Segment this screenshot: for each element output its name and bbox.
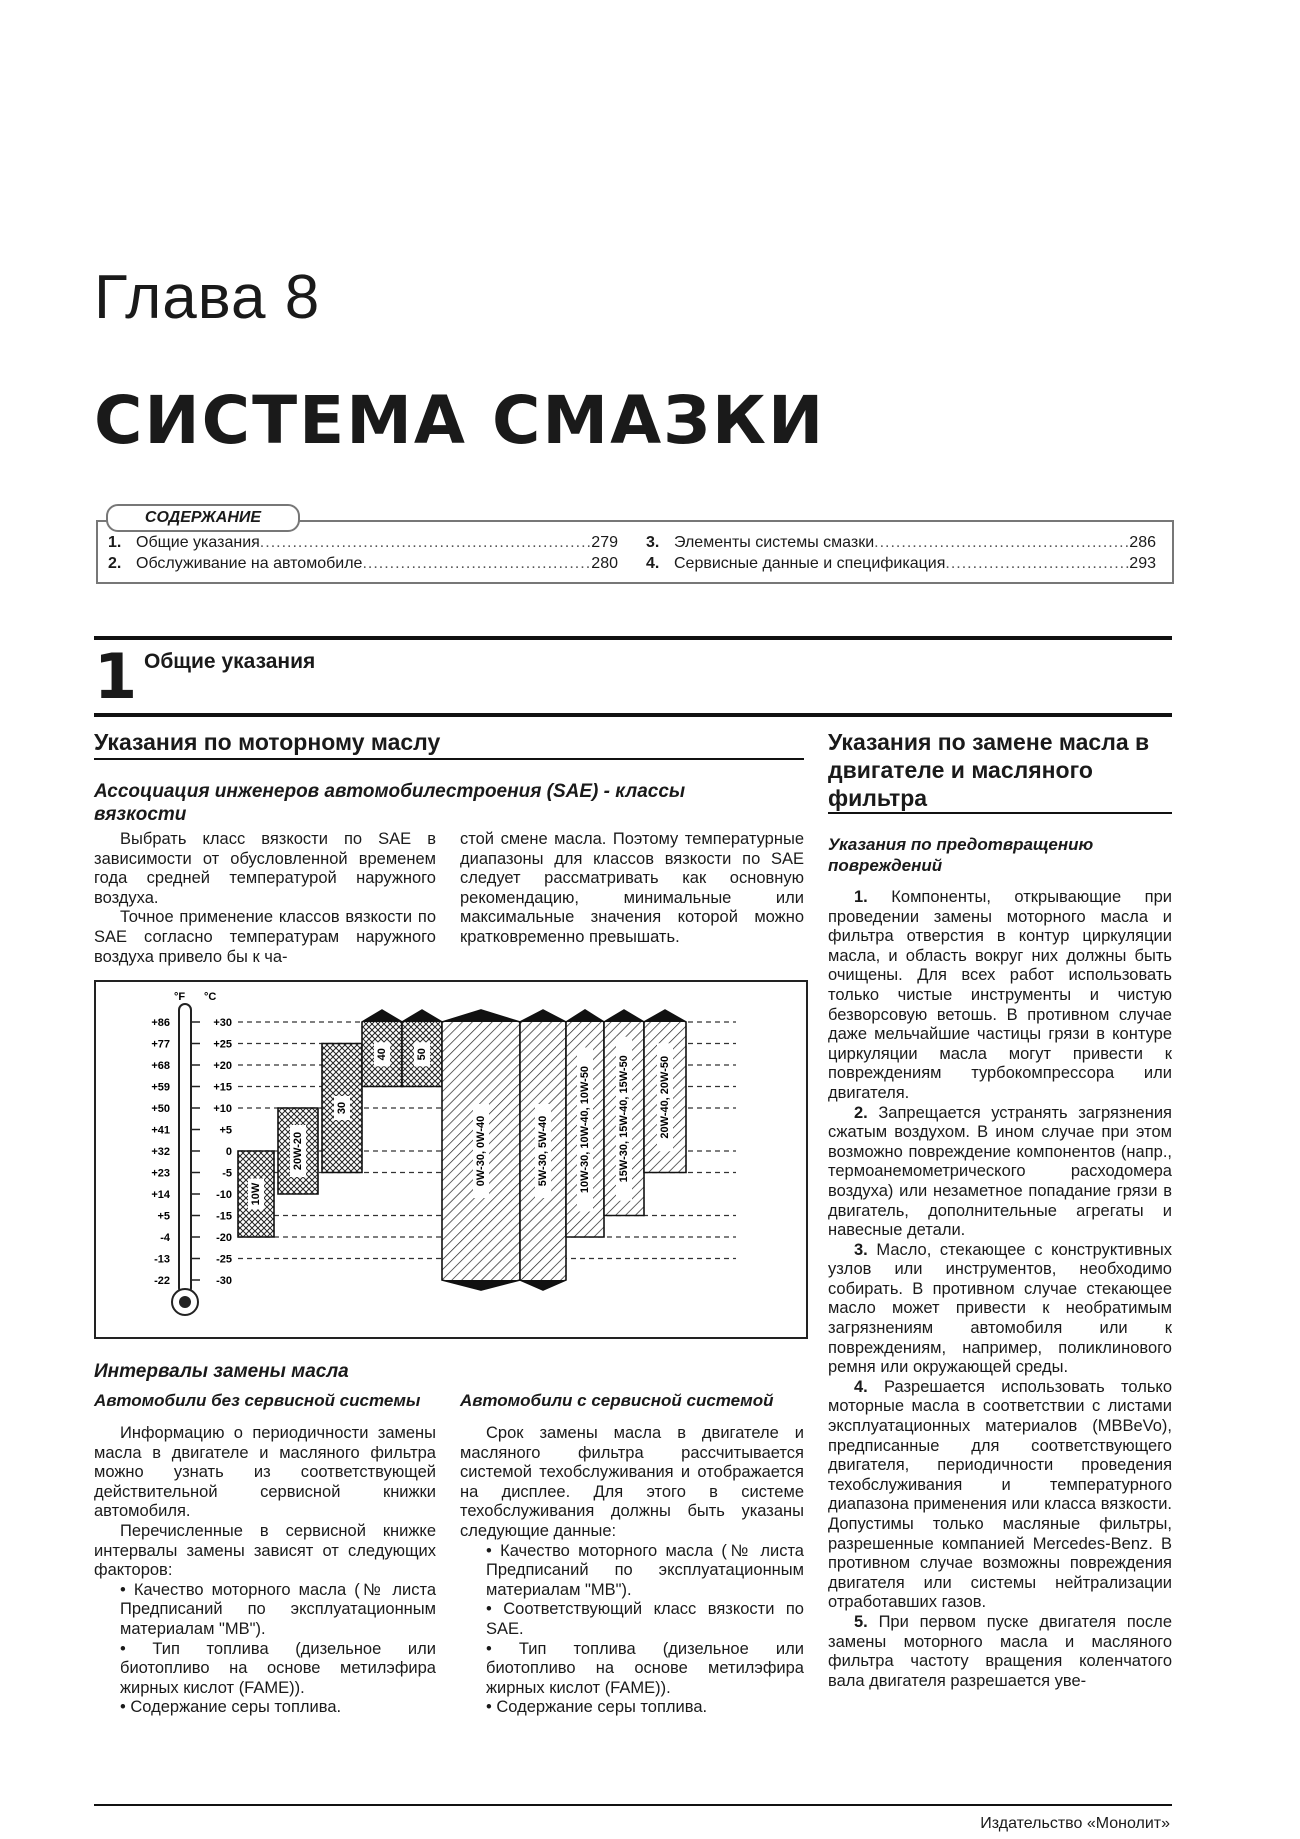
bullet-text: Соответствующий класс вязкости по SAE. <box>486 1600 804 1638</box>
bullet-text: Содержание серы топлива. <box>130 1698 342 1717</box>
numbered-item <box>828 1613 1172 1691</box>
celsius-label: °C <box>204 991 217 1003</box>
toc-label: Общие указания <box>136 534 260 551</box>
toc-num: 2. <box>108 555 122 572</box>
bar-label: 5W-30, 5W-40 <box>537 1115 549 1187</box>
oil-heading: Указания по моторному маслу <box>94 729 441 755</box>
bar-label: 10W-30, 10W-40, 10W-50 <box>579 1065 591 1194</box>
sae-text-col1 <box>94 830 436 967</box>
celsius-tick: -25 <box>216 1253 232 1266</box>
oil-change-heading-rule <box>828 812 1172 814</box>
bar-arrow-top <box>566 1010 604 1022</box>
bullet-text: Качество моторного масла (№ листа Предписаний по эксплуатационным материалам "MB"). <box>120 1580 436 1638</box>
numbered-item <box>828 888 1172 1104</box>
fahrenheit-tick: -4 <box>160 1232 170 1244</box>
celsius-tick: -30 <box>216 1275 232 1287</box>
toc-page: 286 <box>1129 534 1156 551</box>
bar-label: 15W-30, 15W-40, 15W-50 <box>618 1055 630 1183</box>
paragraph: Точное применение классов вязкости по SAE согласно температурам наружного воздуха привело бы к ча- <box>94 908 436 966</box>
bar-arrow-bottom <box>520 1280 566 1290</box>
celsius-tick: 0 <box>225 1146 232 1158</box>
numbered-item <box>828 1378 1172 1613</box>
bar-label: 0W-30, 0W-40 <box>475 1115 487 1187</box>
toc-right <box>646 532 1156 574</box>
section-rule-bottom <box>94 713 1172 717</box>
toc-label: Сервисные данные и спецификация <box>674 555 946 572</box>
fahrenheit-tick: +68 <box>151 1060 170 1072</box>
paragraph: Выбрать класс вязкости по SAE в зависимости от обусловленной временем года средней температурой наружного воздуха. <box>94 830 436 907</box>
paragraph: Перечисленные в сервисной книжке интервалы замены зависят от следующих факторов: <box>94 1521 436 1580</box>
bullet-item: • Содержание серы топлива. <box>120 1698 342 1717</box>
toc-heading: СОДЕРЖАНИЕ <box>106 504 300 532</box>
chapter-label: Глава 8 <box>94 263 321 332</box>
toc-label: Элементы системы смазки <box>674 534 875 551</box>
toc-num: 4. <box>646 555 660 572</box>
bullet-item: • Соответствующий класс вязкости по SAE. <box>486 1600 804 1638</box>
toc-num: 1. <box>108 534 122 551</box>
bar-label: 10W <box>250 1182 262 1206</box>
sae-text-col2 <box>460 830 804 948</box>
bar-arrow-bottom <box>442 1280 520 1290</box>
oil-change-heading: Указания по замене масла в двигателе и масляного фильтра <box>828 729 1150 811</box>
fahrenheit-tick: +5 <box>157 1210 170 1223</box>
sae-subheading: Ассоциация инженеров автомобилестроения (SAE) - классы вязкости <box>94 781 686 825</box>
damage-prevention-heading: Указания по предотвращению повреждений <box>828 835 1094 875</box>
fahrenheit-tick: +59 <box>151 1081 170 1094</box>
toc-item[interactable] <box>108 532 618 553</box>
bar-label: 20W-20 <box>292 1131 304 1171</box>
fahrenheit-tick: +86 <box>151 1017 170 1029</box>
celsius-tick: -10 <box>216 1189 232 1201</box>
celsius-tick: -5 <box>222 1167 232 1180</box>
fahrenheit-tick: +50 <box>151 1103 170 1115</box>
celsius-tick: +30 <box>213 1017 232 1029</box>
paragraph: стой смене масла. Поэтому температурные диапазоны для классов вязкости по SAE следует рассматривать как основную рекомендацию, минимальные или максимальные значения которой можно кратковременно превышать. <box>460 830 804 946</box>
viscosity-chart <box>94 980 808 1339</box>
with-service-heading: Автомобили с сервисной системой <box>460 1391 774 1410</box>
fahrenheit-tick: +32 <box>151 1146 170 1158</box>
celsius-tick: -15 <box>216 1210 232 1223</box>
bar-arrow-top <box>442 1010 520 1022</box>
item-number: 2. <box>854 1103 868 1122</box>
fahrenheit-label: °F <box>174 991 186 1003</box>
bar-arrow-top <box>604 1010 644 1022</box>
bar-label: 40 <box>376 1048 388 1061</box>
toc-item[interactable] <box>108 553 618 574</box>
bar-label: 30 <box>336 1101 348 1115</box>
with-service-text <box>460 1424 804 1718</box>
toc-page: 293 <box>1129 555 1156 572</box>
section-title: Общие указания <box>144 650 316 673</box>
item-number: 5. <box>854 1612 868 1631</box>
fahrenheit-tick: +41 <box>151 1124 170 1137</box>
item-number: 1. <box>854 888 868 906</box>
toc-item[interactable] <box>646 553 1156 574</box>
bar-arrow-top <box>644 1010 686 1022</box>
section-number: 1 <box>94 640 138 713</box>
numbered-item <box>828 1241 1172 1378</box>
bullet-text: Качество моторного масла (№ листа Предписаний по эксплуатационным материалам "MB"). <box>486 1541 804 1599</box>
thermometer-bulb-core <box>179 1296 191 1308</box>
footer-rule <box>94 1804 1172 1806</box>
no-service-text <box>94 1424 436 1718</box>
publisher: Издательство «Монолит» <box>980 1815 1170 1832</box>
bar-arrow-top <box>520 1010 566 1022</box>
celsius-tick: +20 <box>213 1060 232 1072</box>
thermometer-tube <box>179 1004 191 1294</box>
bullet-item: • Тип топлива (дизельное или биотопливо на основе метилэфира жирных кислот (FAME)). <box>120 1639 436 1697</box>
section-rule-top <box>94 636 1172 640</box>
celsius-tick: +25 <box>213 1038 232 1051</box>
toc-page: 279 <box>591 534 618 551</box>
numbered-item <box>828 1104 1172 1241</box>
no-service-heading: Автомобили без сервисной системы <box>94 1391 421 1410</box>
fahrenheit-tick: +77 <box>151 1038 170 1051</box>
paragraph: Информацию о периодичности замены масла в двигателе и масляного фильтра можно узнать из соответствующей действительной сервисной книжки автомобиля. <box>94 1424 436 1521</box>
toc-label: Обслуживание на автомобиле <box>136 555 363 572</box>
fahrenheit-tick: +23 <box>151 1167 170 1180</box>
bullet-item: • Качество моторного масла (№ листа Предписаний по эксплуатационным материалам "MB"). <box>120 1580 436 1638</box>
celsius-tick: +15 <box>213 1081 232 1094</box>
item-number: 4. <box>854 1377 868 1396</box>
item-text: Масло, стекающее с конструктивных узлов или инструментов, необходимо собирать. В противном случае стекающее масло может привести к необратимым загрязнениям автомобиля или к повреждениям, например, поликлинового ремня или окружающей среды. <box>828 1240 1172 1377</box>
paragraph: Срок замены масла в двигателе и масляного фильтра рассчитывается системой техобслуживания и отображается на дисплее. Для этого в системе техобслуживания должны быть указаны следующие данные: <box>460 1424 804 1540</box>
bar-label: 20W-40, 20W-50 <box>659 1055 671 1139</box>
intervals-heading: Интервалы замены масла <box>94 1361 349 1382</box>
damage-prevention-text <box>828 888 1172 1691</box>
bar-arrow-top <box>362 1010 402 1022</box>
bar-label: 50 <box>416 1048 428 1061</box>
viscosity-chart-svg <box>96 982 806 1337</box>
chapter-title: СИСТЕМА СМАЗКИ <box>94 382 826 459</box>
toc-item[interactable] <box>646 532 1156 553</box>
item-text: Разрешается использовать только моторные масла в соответствии с листами эксплуатационных материалов (MBBeVo), предписанные для соответствующего двигателя, периодичности проведения техобслуживания и температурного диапазона применения или класса вязкости. Допустимы только масляные фильтры, разрешенные компанией Mercedes-Benz. В противном случае возможны повреждения двигателя или системы нейтрализации отработавших газов. <box>828 1377 1172 1612</box>
bullet-item: • Содержание серы топлива. <box>486 1698 708 1717</box>
fahrenheit-tick: +14 <box>151 1189 170 1201</box>
item-text: Запрещается устранять загрязнения сжатым воздухом. В ином случае при этом возможно повреждение компонентов (напр., термоанемометрического расходомера воздуха) или незаметное попадание грязи в двигатель, дополнительные агрегаты и навесные детали. <box>828 1103 1172 1240</box>
toc-left <box>108 532 618 574</box>
bullet-text: Тип топлива (дизельное или биотопливо на основе метилэфира жирных кислот (FAME)). <box>486 1639 804 1697</box>
oil-heading-rule <box>94 758 804 760</box>
celsius-tick: +5 <box>219 1124 232 1137</box>
fahrenheit-tick: -22 <box>154 1275 170 1287</box>
bullet-text: Содержание серы топлива. <box>496 1698 708 1717</box>
bar-arrow-top <box>402 1010 442 1022</box>
fahrenheit-tick: -13 <box>154 1253 170 1266</box>
bullet-item: • Качество моторного масла (№ листа Предписаний по эксплуатационным материалам "MB"). <box>486 1541 804 1599</box>
bullet-text: Тип топлива (дизельное или биотопливо на основе метилэфира жирных кислот (FAME)). <box>120 1639 436 1697</box>
item-number: 3. <box>854 1240 868 1259</box>
toc-num: 3. <box>646 534 660 551</box>
item-text: При первом пуске двигателя после замены моторного масла и масляного фильтра частоту вращения коленчатого вала двигателя разрешается уве- <box>828 1612 1172 1690</box>
toc-page: 280 <box>591 555 618 572</box>
bullet-item: • Тип топлива (дизельное или биотопливо на основе метилэфира жирных кислот (FAME)). <box>486 1639 804 1697</box>
celsius-tick: -20 <box>216 1232 232 1244</box>
item-text: Компоненты, открывающие при проведении замены моторного масла и фильтра отверстия в контур циркуляции масла, и область вокруг них должны быть очищены. Для всех работ использовать только чистые инструменты и чистую безворсовую ветошь. В противном случае даже мельчайшие частицы грязи в контуре циркуляции масла могут привести к повреждениям турбокомпрессора или двигателя. <box>828 888 1172 1102</box>
celsius-tick: +10 <box>213 1103 232 1115</box>
